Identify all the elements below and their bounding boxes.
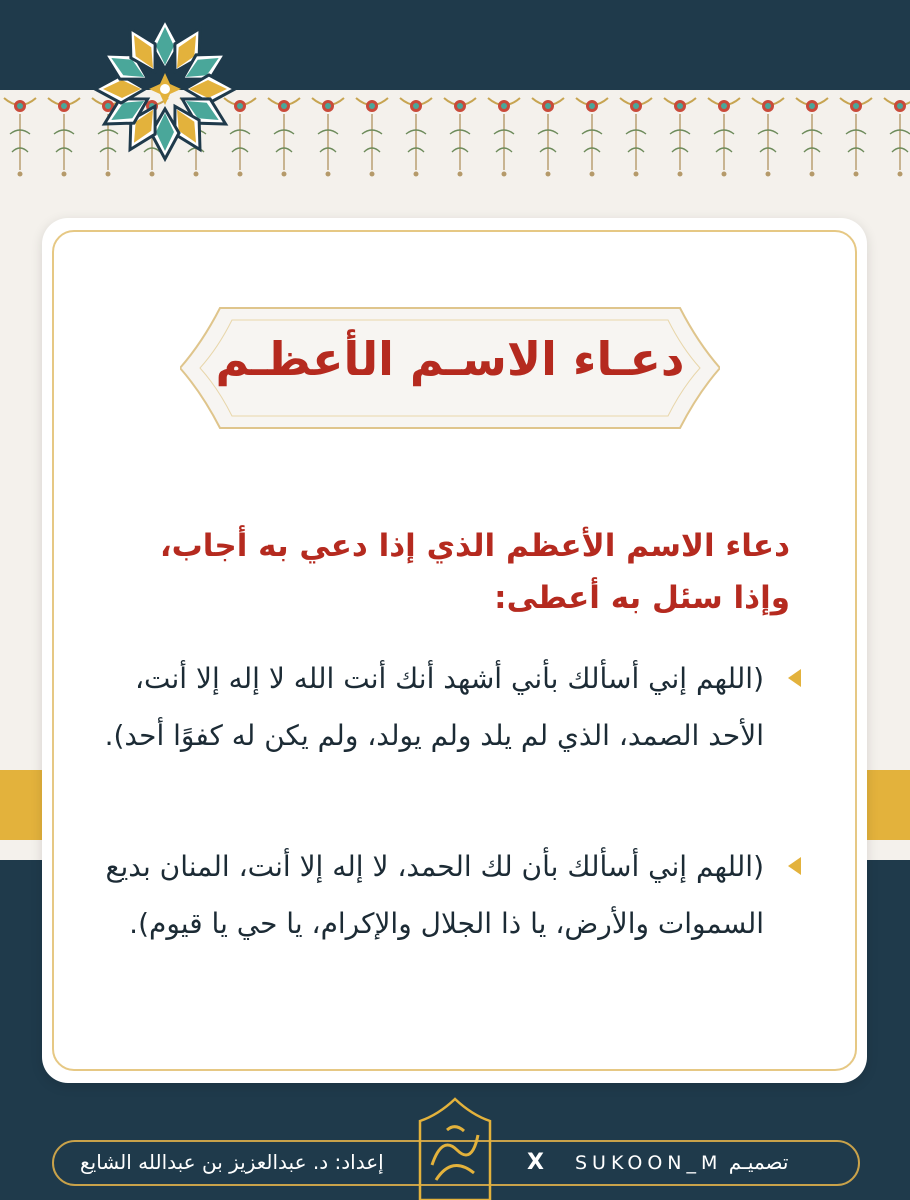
x-logo-icon: X: [527, 1150, 544, 1175]
bullet-arrow-icon: [788, 857, 801, 875]
calligraphy-emblem-icon: [412, 1095, 498, 1200]
rosette-icon: [90, 14, 240, 164]
design-label: تصميـم: [728, 1150, 789, 1174]
author-credit: إعداد: د. عبدالعزيز بن عبدالله الشايع: [80, 1150, 384, 1174]
designer-handle: SUKOON_M: [575, 1152, 723, 1174]
intro-text: دعاء الاسم الأعظم الذي إذا دعي به أجاب، وإذا سئل به أعطى:: [159, 528, 790, 616]
supplication-2: (اللهم إني أسألك بأن لك الحمد، لا إله إلا أنت، المنان بديع السموات والأرض، يا ذا الجلال والإكرام، يا حي يا قيوم).: [105, 850, 764, 940]
designer-credit: [575, 1150, 788, 1174]
page-title: دعـاء الاسـم الأعظـم: [215, 332, 685, 386]
bullet-arrow-icon: [788, 669, 801, 687]
supplication-1: (اللهم إني أسألك بأني أشهد أنك أنت الله لا إله إلا أنت، الأحد الصمد، الذي لم يلد ولم يولد، ولم يكن له كفوًا أحد).: [104, 662, 764, 752]
